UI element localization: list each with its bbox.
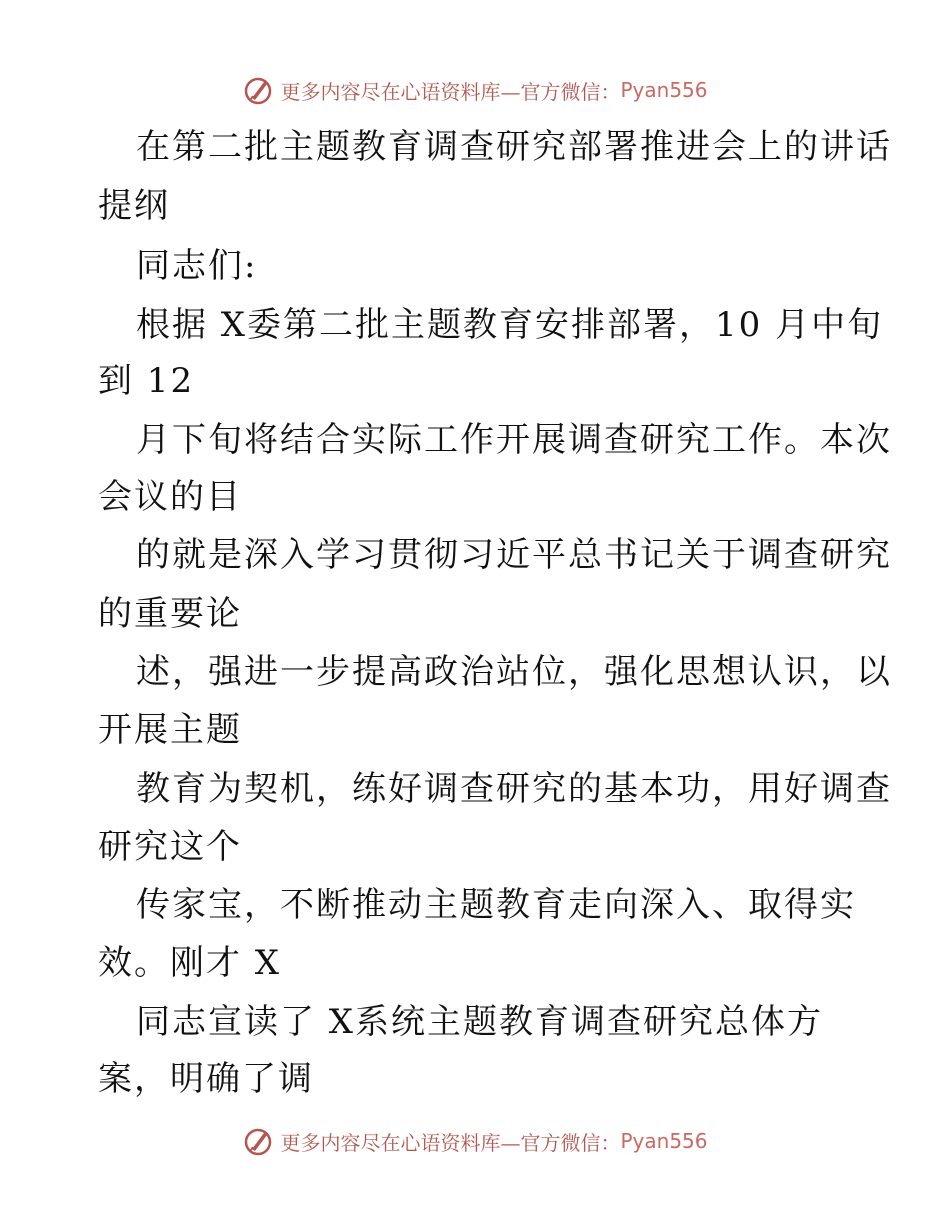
text-line: 到 12 bbox=[98, 361, 195, 401]
text-line: 在第二批主题教育调查研究部署推进会上的讲话 bbox=[136, 127, 892, 167]
text-line: 述，强进一步提高政治站位，强化思想认识，以 bbox=[136, 652, 892, 692]
text-line: 传家宝，不断推动主题教育走向深入、取得实 bbox=[136, 885, 856, 925]
text-line: 会议的目 bbox=[98, 477, 242, 517]
text-line: 月下旬将结合实际工作开展调查研究工作。本次 bbox=[136, 420, 892, 460]
text-line: 的就是深入学习贯彻习近平总书记关于调查研究 bbox=[136, 535, 892, 575]
watermark-banner-bottom bbox=[0, 1121, 950, 1161]
text-line: 的重要论 bbox=[98, 594, 242, 634]
text-line: 提纲 bbox=[98, 186, 170, 226]
text-line: 同志宣读了 X系统主题教育调查研究总体方 bbox=[136, 1002, 824, 1042]
text-line: 同志们: bbox=[136, 246, 258, 286]
text-line: 效。刚才 X bbox=[98, 943, 282, 983]
feather-pen-logo-icon bbox=[242, 1125, 274, 1157]
feather-pen-logo-icon bbox=[242, 74, 274, 106]
watermark-text: 更多内容尽在心语资料库—官方微信： bbox=[280, 1130, 621, 1155]
text-line: 根据 X委第二批主题教育安排部署，10 月中旬 bbox=[136, 305, 884, 345]
text-line: 研究这个 bbox=[98, 827, 242, 867]
text-line: 开展主题 bbox=[98, 710, 242, 750]
watermark-banner-top bbox=[0, 70, 950, 110]
watermark-text: 更多内容尽在心语资料库—官方微信： bbox=[280, 79, 621, 104]
watermark-wechat-id: Pyan556 bbox=[620, 1129, 708, 1153]
text-line: 教育为契机，练好调查研究的基本功，用好调查 bbox=[136, 769, 892, 809]
watermark-wechat-id: Pyan556 bbox=[620, 78, 708, 102]
text-line: 案，明确了调 bbox=[98, 1059, 314, 1099]
